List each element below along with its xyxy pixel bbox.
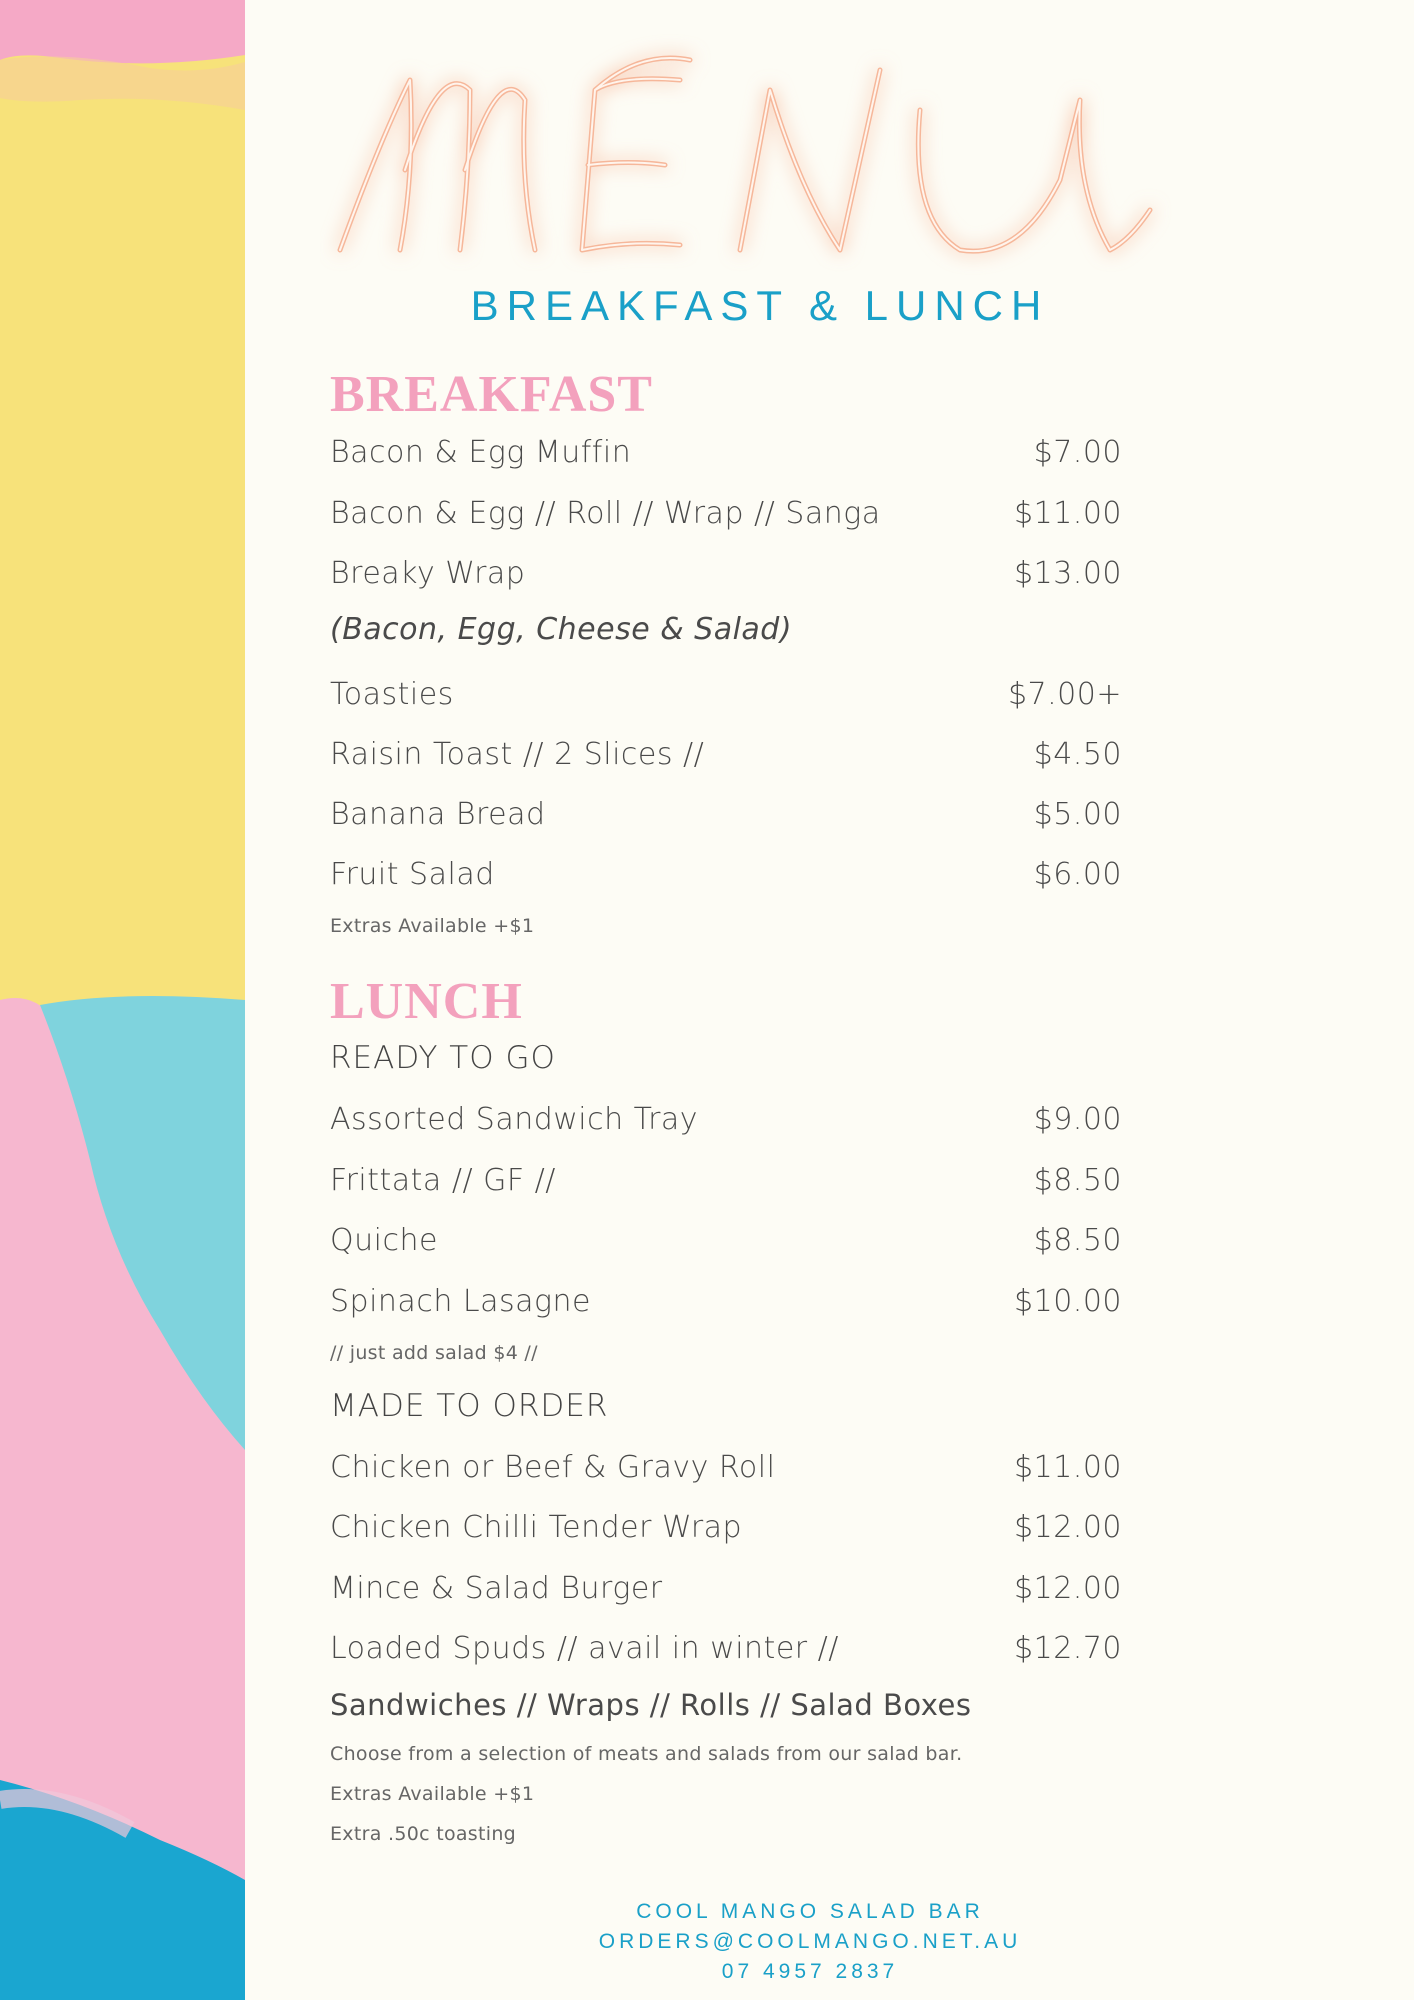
item-name: Chicken Chilli Tender Wrap bbox=[330, 1509, 743, 1545]
item-price: $8.50 bbox=[1033, 1162, 1122, 1198]
menu-item bbox=[330, 551, 1122, 595]
menu-item bbox=[330, 732, 1122, 776]
item-name: Frittata // GF // bbox=[330, 1162, 556, 1198]
item-name: Assorted Sandwich Tray bbox=[330, 1101, 699, 1137]
item-name: Banana Bread bbox=[330, 796, 546, 832]
menu-item bbox=[330, 1626, 1122, 1670]
item-price: $7.00 bbox=[1033, 434, 1122, 470]
item-name: Spinach Lasagne bbox=[330, 1283, 591, 1319]
menu-item bbox=[330, 1445, 1122, 1489]
made-to-order-heading: MADE TO ORDER bbox=[330, 1388, 609, 1424]
item-price: $13.00 bbox=[1014, 555, 1122, 591]
item-name: Loaded Spuds // avail in winter // bbox=[330, 1630, 839, 1666]
toasting-note: Extra .50c toasting bbox=[330, 1823, 517, 1845]
menu-item bbox=[330, 491, 1122, 535]
item-price: $12.00 bbox=[1014, 1570, 1122, 1606]
breaky-wrap-detail: (Bacon, Egg, Cheese & Salad) bbox=[330, 612, 793, 647]
item-price: $9.00 bbox=[1033, 1101, 1122, 1137]
neon-menu-lettering bbox=[320, 20, 1180, 290]
item-name: Toasties bbox=[330, 676, 454, 712]
menu-item bbox=[330, 852, 1122, 896]
item-name: Bacon & Egg // Roll // Wrap // Sanga bbox=[330, 495, 881, 531]
item-name: Raisin Toast // 2 Slices // bbox=[330, 736, 705, 772]
footer-business-name: COOL MANGO SALAD BAR bbox=[636, 1900, 984, 1923]
item-name: Quiche bbox=[330, 1222, 438, 1258]
menu-subtitle: BREAKFAST & LUNCH bbox=[470, 282, 1050, 329]
item-price: $12.70 bbox=[1014, 1630, 1122, 1666]
item-price: $11.00 bbox=[1014, 495, 1122, 531]
item-price: $8.50 bbox=[1033, 1222, 1122, 1258]
salad-addon-note: // just add salad $4 // bbox=[330, 1342, 538, 1364]
breakfast-heading: BREAKFAST bbox=[330, 366, 653, 423]
menu-item bbox=[330, 672, 1122, 716]
ready-to-go-heading: READY TO GO bbox=[330, 1040, 556, 1076]
lunch-heading: LUNCH bbox=[330, 973, 523, 1030]
item-name: Chicken or Beef & Gravy Roll bbox=[330, 1449, 776, 1485]
menu-item bbox=[330, 1218, 1122, 1262]
abstract-paint-pattern bbox=[0, 0, 245, 2000]
menu-item bbox=[330, 1505, 1122, 1549]
footer-phone: 07 4957 2837 bbox=[721, 1960, 899, 1983]
breakfast-extras-note: Extras Available +$1 bbox=[330, 915, 535, 937]
menu-item bbox=[330, 1158, 1122, 1202]
item-name: Bacon & Egg Muffin bbox=[330, 434, 632, 470]
item-price: $7.00+ bbox=[1007, 676, 1122, 712]
footer-email: ORDERS@COOLMANGO.NET.AU bbox=[598, 1930, 1022, 1953]
item-price: $4.50 bbox=[1033, 736, 1122, 772]
sandwich-options-line: Sandwiches // Wraps // Rolls // Salad Boxes bbox=[330, 1688, 972, 1722]
item-price: $11.00 bbox=[1014, 1449, 1122, 1485]
item-price: $6.00 bbox=[1033, 856, 1122, 892]
decorative-art-strip bbox=[0, 0, 245, 2000]
menu-item bbox=[330, 430, 1122, 474]
item-price: $10.00 bbox=[1014, 1283, 1122, 1319]
lunch-extras-note: Extras Available +$1 bbox=[330, 1783, 535, 1805]
item-name: Fruit Salad bbox=[330, 856, 495, 892]
menu-item bbox=[330, 792, 1122, 836]
item-price: $12.00 bbox=[1014, 1509, 1122, 1545]
item-price: $5.00 bbox=[1033, 796, 1122, 832]
salad-bar-note: Choose from a selection of meats and salads from our salad bar. bbox=[330, 1743, 963, 1765]
menu-item bbox=[330, 1279, 1122, 1323]
menu-item bbox=[330, 1566, 1122, 1610]
menu-script-title bbox=[320, 20, 1180, 290]
item-name: Mince & Salad Burger bbox=[330, 1570, 663, 1606]
menu-item bbox=[330, 1097, 1122, 1141]
item-name: Breaky Wrap bbox=[330, 555, 526, 591]
